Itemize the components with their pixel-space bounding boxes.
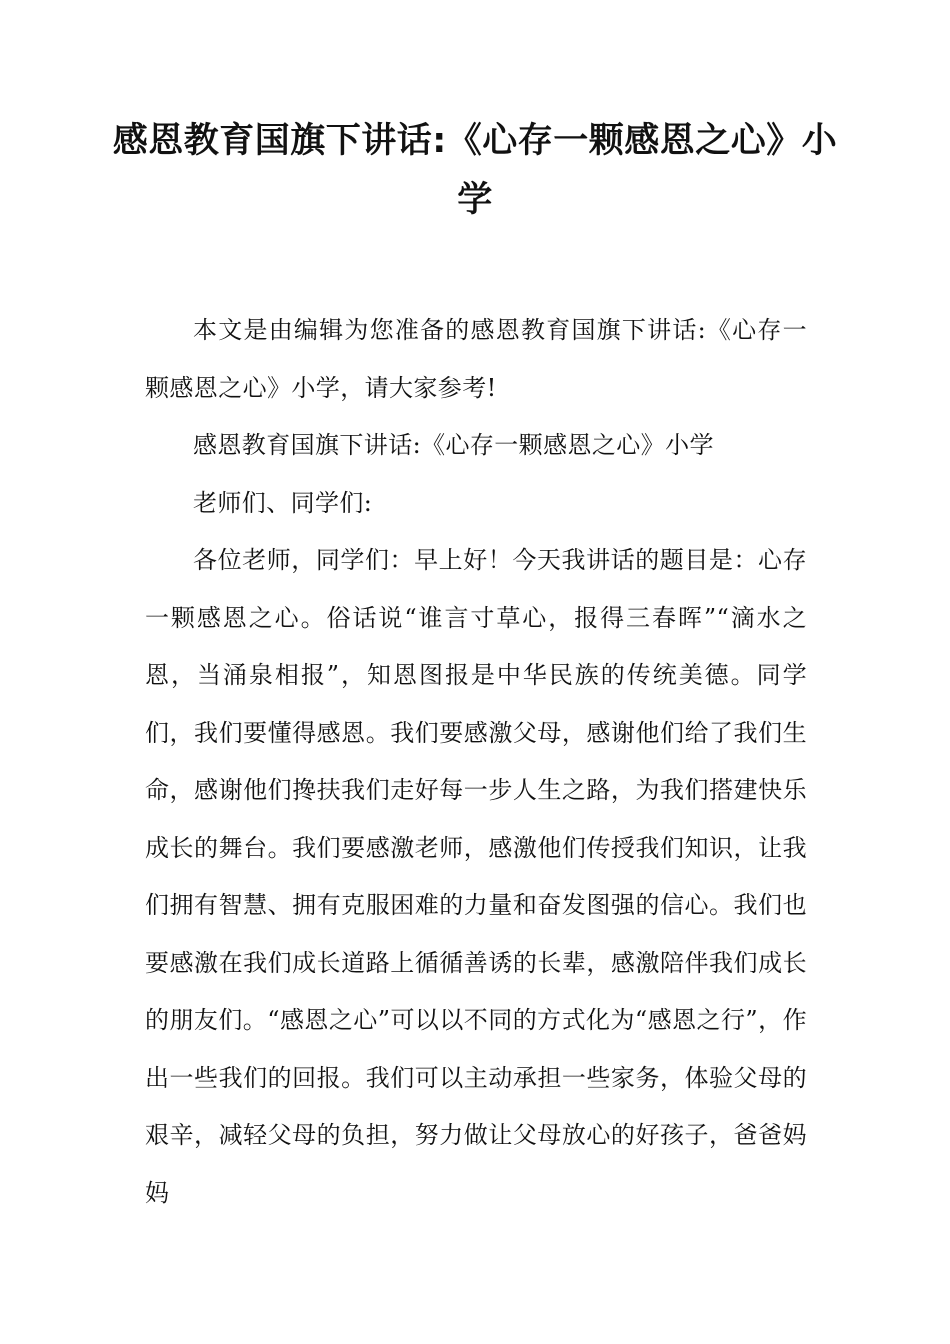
speech-paragraph: 各位老师，同学们：早上好！今天我讲话的题目是：心存一颗感恩之心。俗话说“谁言寸草心，报得三春晖”“滴水之恩，当涌泉相报”，知恩图报是中华民族的传统美德。同学们，我们要懂得感恩。我们要感激父母，感谢他们给了我们生命，感谢他们搀扶我们走好每一步人生之路，为我们搭建快乐成长的舞台。我们要感激老师，感激他们传授我们知识，让我们拥有智慧、拥有克服困难的力量和奋发图强的信心。我们也要感激在我们成长道路上循循善诱的长辈，感激陪伴我们成长的朋友们。“感恩之心”可以以不同的方式化为“感恩之行”，作出一些我们的回报。我们可以主动承担一些家务，体验父母的艰辛，减轻父母的负担，努力做让父母放心的好孩子，爸爸妈妈 [145,546,807,1207]
intro-paragraph: 本文是由编辑为您准备的感恩教育国旗下讲话:《心存一颗感恩之心》小学，请大家参考! [145,316,807,402]
document-title: 感恩教育国旗下讲话:《心存一颗感恩之心》小学 [112,121,838,220]
document-body [145,302,807,1222]
salutation: 老师们、同学们: [193,488,373,517]
speech-heading: 感恩教育国旗下讲话:《心存一颗感恩之心》小学 [193,431,714,459]
